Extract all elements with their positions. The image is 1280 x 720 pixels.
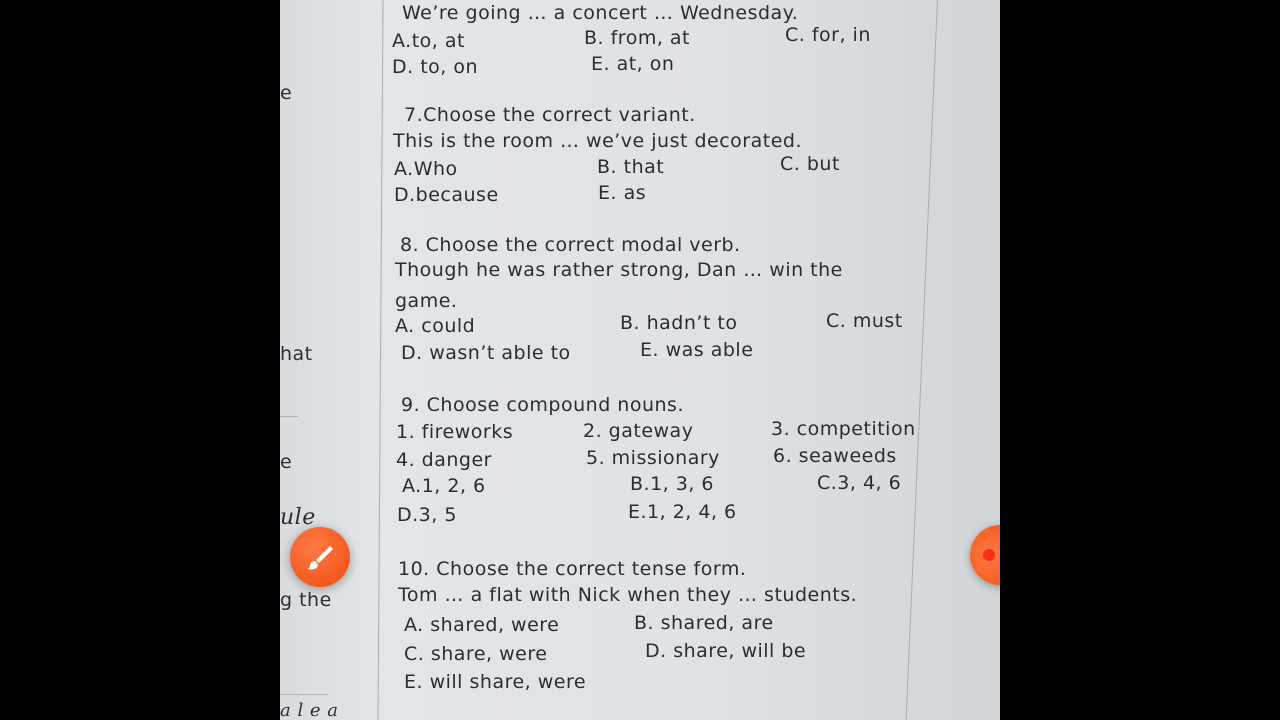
word-4: 4. danger xyxy=(396,449,492,471)
option-a: A.to, at xyxy=(392,30,465,52)
question-prompt: 7.Choose the correct variant. xyxy=(404,104,696,126)
option-d: D. to, on xyxy=(392,56,479,78)
column-rule-left xyxy=(377,0,383,720)
divider xyxy=(280,416,298,417)
record-dot-icon xyxy=(983,549,995,561)
option-b: B. that xyxy=(597,156,665,178)
option-b: B. from, at xyxy=(584,27,691,49)
option-a: A.Who xyxy=(394,158,458,180)
option-c: C. must xyxy=(826,310,903,332)
option-b: B. shared, are xyxy=(634,612,774,634)
word-3: 3. competition xyxy=(771,418,916,440)
margin-fragment: hat xyxy=(280,343,313,365)
option-a: A.1, 2, 6 xyxy=(402,475,486,497)
option-a: A. shared, were xyxy=(404,614,560,636)
divider xyxy=(280,694,328,695)
question-prompt: 9. Choose compound nouns. xyxy=(401,394,684,416)
option-e: E. was able xyxy=(640,339,754,361)
option-c: C. share, were xyxy=(404,643,548,665)
margin-fragment: e xyxy=(280,82,293,104)
handwriting: ule xyxy=(280,505,316,530)
handwriting: a l e a xyxy=(280,700,339,720)
option-b: B.1, 3, 6 xyxy=(630,473,714,495)
option-c: C.3, 4, 6 xyxy=(817,472,902,494)
option-e: E. at, on xyxy=(591,53,675,75)
option-d: D.3, 5 xyxy=(397,504,457,526)
option-e: E.1, 2, 4, 6 xyxy=(628,501,737,523)
paintbrush-icon xyxy=(303,540,337,574)
column-rule-right xyxy=(906,0,938,720)
margin-fragment: e xyxy=(280,451,293,473)
word-2: 2. gateway xyxy=(583,420,694,442)
option-e: E. will share, were xyxy=(404,671,587,693)
option-d: D. share, will be xyxy=(645,640,807,662)
word-6: 6. seaweeds xyxy=(773,445,897,467)
photo-viewport xyxy=(280,0,1000,720)
question-prompt: 8. Choose the correct modal verb. xyxy=(400,234,741,256)
option-a: A. could xyxy=(395,315,476,337)
question-sentence: We’re going … a concert … Wednesday. xyxy=(402,2,799,24)
question-sentence: Tom … a flat with Nick when they … students. xyxy=(398,584,858,606)
option-b: B. hadn’t to xyxy=(620,312,738,334)
question-sentence-line2: game. xyxy=(395,290,458,312)
option-d: D. wasn’t able to xyxy=(401,342,571,364)
option-c: C. but xyxy=(780,153,840,175)
option-e: E. as xyxy=(598,182,647,204)
recording-handle[interactable] xyxy=(970,525,1000,585)
question-prompt: 10. Choose the correct tense form. xyxy=(398,558,747,580)
question-sentence-line1: Though he was rather strong, Dan … win the xyxy=(395,259,843,281)
word-5: 5. missionary xyxy=(586,447,720,469)
word-1: 1. fireworks xyxy=(396,421,514,443)
draw-button[interactable] xyxy=(290,527,350,587)
margin-fragment: g the xyxy=(280,589,332,611)
question-sentence: This is the room … we’ve just decorated. xyxy=(393,130,802,152)
option-d: D.because xyxy=(394,184,499,206)
option-c: C. for, in xyxy=(785,24,871,46)
